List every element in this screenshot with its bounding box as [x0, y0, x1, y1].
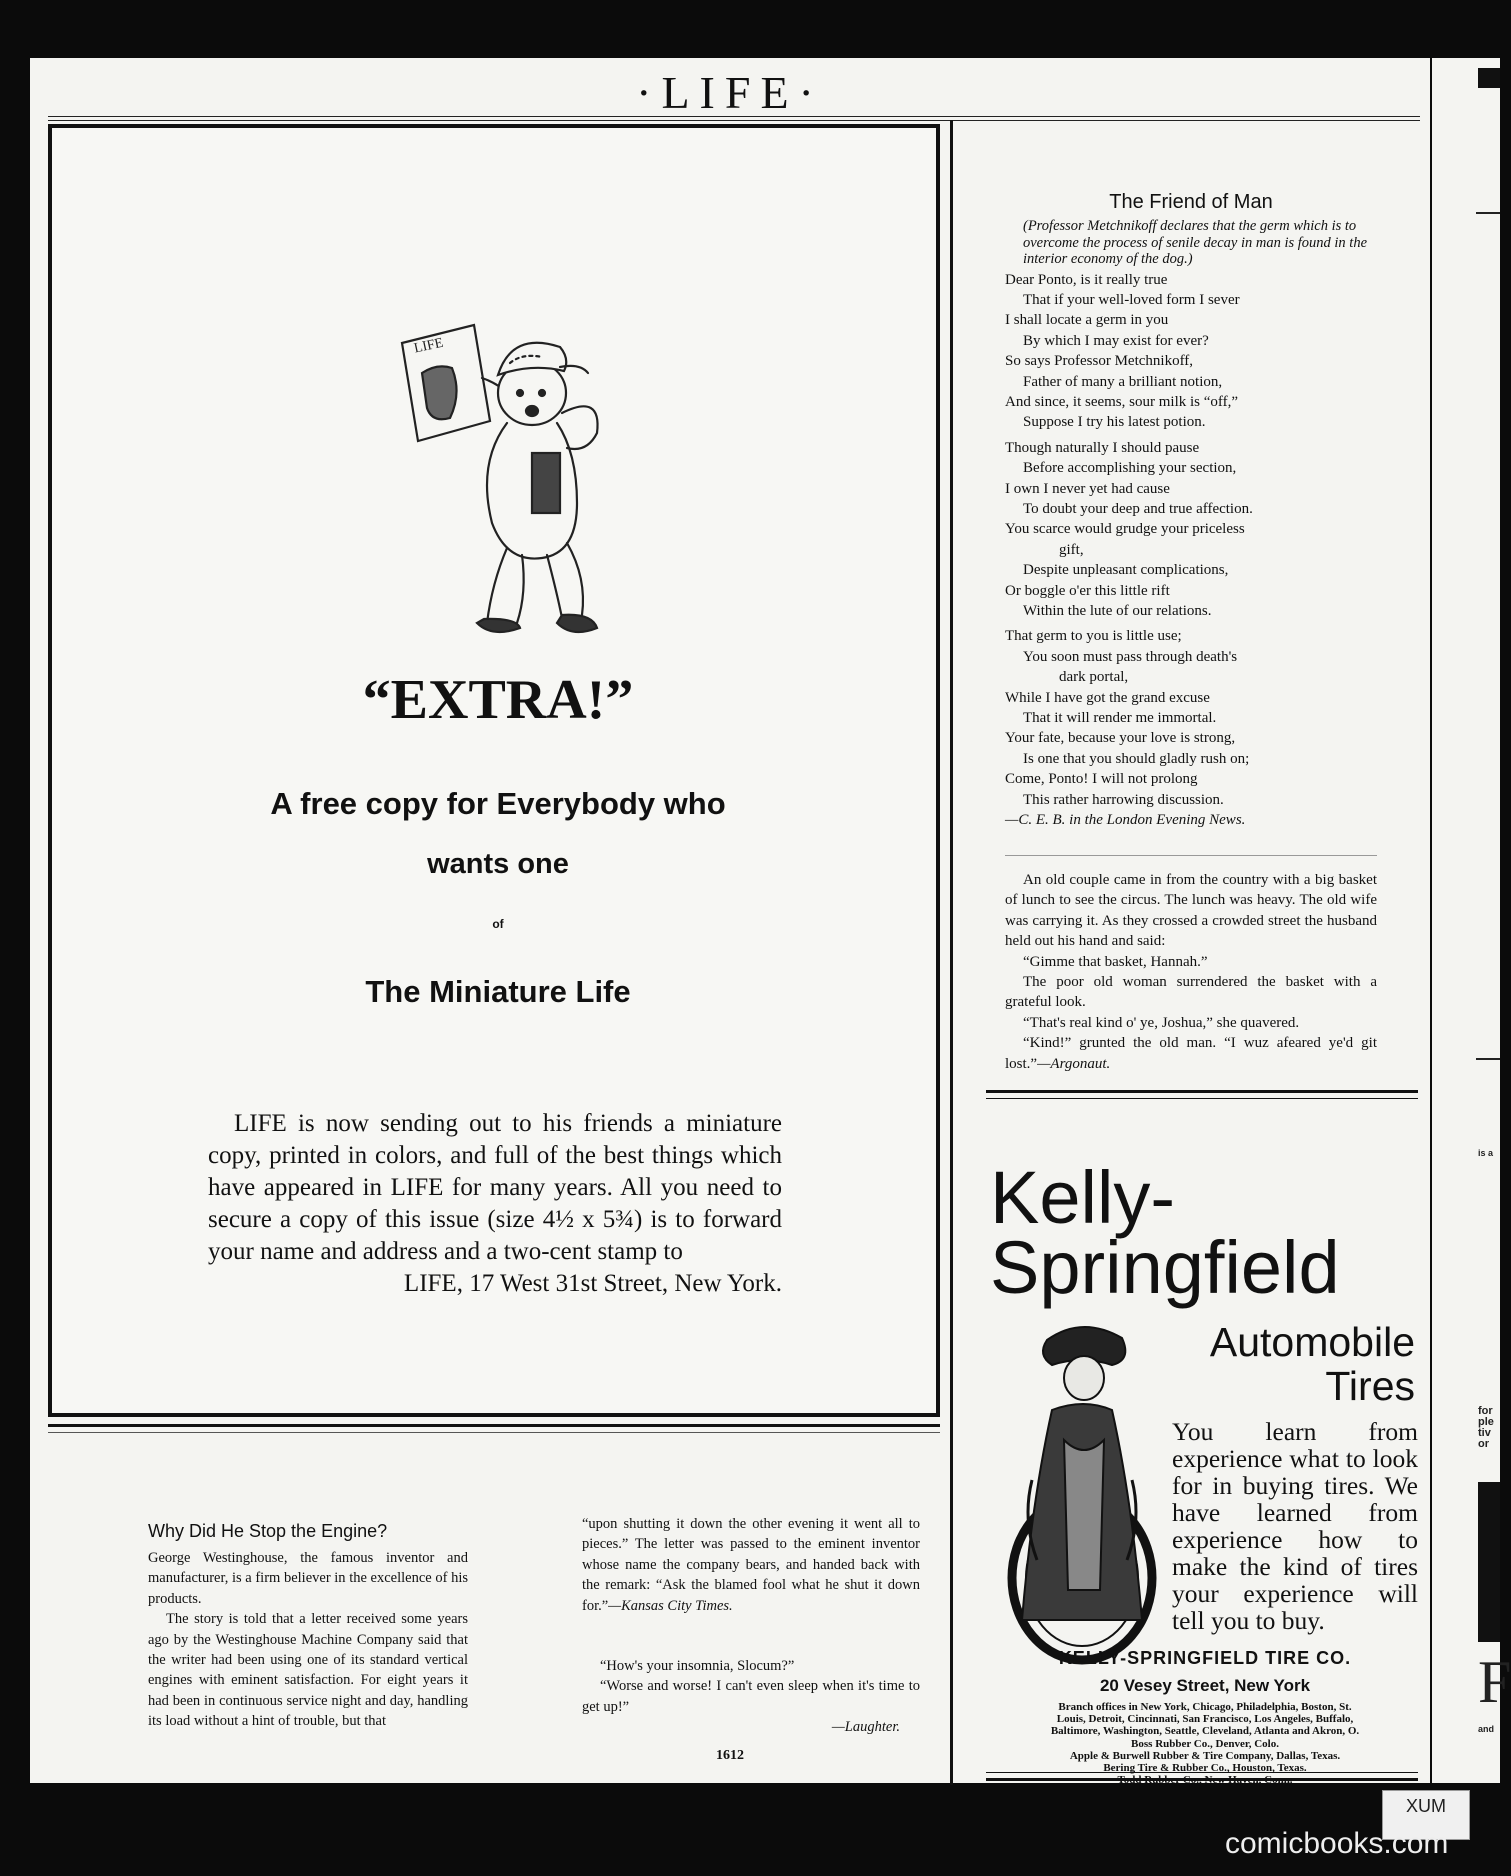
poem-line: And since, it seems, sour milk is “off,”	[1005, 393, 1239, 410]
fragment-block	[1478, 1482, 1500, 1642]
engine-story-title: Why Did He Stop the Engine?	[148, 1521, 388, 1541]
kelly-ad-rule-top	[986, 1090, 1418, 1093]
poem-line: Despite unpleasant complications,	[1023, 562, 1229, 579]
fragment-text: tiv	[1478, 1427, 1491, 1439]
poem-line: That it will render me immortal.	[1023, 710, 1217, 727]
poem-line: This rather harrowing discussion.	[1023, 791, 1224, 808]
circus-anecdote	[1005, 870, 1377, 1074]
kelly-auto-line-2: Tires	[1325, 1363, 1415, 1409]
watermark: comicbooks.com	[1225, 1827, 1449, 1860]
poem-line: While I have got the grand excuse	[1005, 689, 1210, 706]
magazine-page	[30, 58, 1430, 1787]
fragment-letter: F	[1478, 1649, 1511, 1715]
poem-line: I shall locate a germ in you	[1005, 312, 1169, 329]
story-paragraph: “That's real kind o' ye, Joshua,” she quavered.	[1023, 1014, 1300, 1031]
insomnia-line: “How's your insomnia, Slocum?”	[600, 1658, 795, 1675]
fragment-text: ple	[1478, 1416, 1494, 1428]
poem-note: (Professor Metchnikoff declares that the germ which is to overcome the process of senile decay in man is found in the interior economy of the dog.)	[1023, 218, 1368, 267]
branch-line: Bering Tire & Rubber Co., Houston, Texas.	[1103, 1762, 1307, 1775]
poem-line: Though naturally I should pause	[1005, 439, 1200, 456]
story-paragraph	[1005, 1033, 1377, 1074]
poem-line: Within the lute of our relations.	[1023, 603, 1212, 619]
poem-line: Your fate, because your love is strong,	[1005, 730, 1236, 747]
poem-line: Dear Ponto, is it really true	[1005, 271, 1168, 288]
kelly-logo-line-2: Springfield	[990, 1226, 1340, 1309]
branch-line: Boss Rubber Co., Denver, Colo.	[1131, 1737, 1279, 1750]
kelly-springfield-logo	[990, 1156, 1340, 1309]
poem-line: Before accomplishing your section,	[1023, 460, 1237, 477]
fragment-text: or	[1478, 1438, 1489, 1450]
engine-paragraph: George Westinghouse, the famous inventor and manufacturer, is a firm believer in the excellence of his products.	[148, 1550, 468, 1607]
poem-line: So says Professor Metchnikoff,	[1005, 353, 1194, 370]
poem-line: gift,	[1059, 541, 1084, 558]
kelly-ad-body: You learn from experience what to look for in buying tires. We have learned from experience how to make the kind of tires your experience will tell you to buy.	[1172, 1417, 1418, 1635]
page-number: 1612	[716, 1748, 744, 1763]
insomnia-credit: —Laughter.	[831, 1719, 900, 1736]
poem-line: To doubt your deep and true affection.	[1023, 500, 1253, 517]
ad-of: of	[492, 917, 504, 931]
ad-body	[208, 1108, 782, 1300]
archive-stamp: XUM	[1382, 1790, 1470, 1840]
ad-address: LIFE, 17 West 31st Street, New York.	[403, 1270, 782, 1297]
kelly-address: 20 Vesey Street, New York	[1099, 1676, 1311, 1695]
story-last-line: “Kind!” grunted the old man. “I wuz afeared ye'd git lost.”	[1005, 1035, 1377, 1072]
poem-line: Suppose I try his latest potion.	[1023, 414, 1206, 431]
poem-line: That if your well-loved form I sever	[1023, 291, 1240, 308]
engine-paragraph: The story is told that a letter received some years ago by the Westinghouse Machine Company said that the writer had been using one of its standard vertical engines with eminent satisfaction. For eight years it had been in continuous service night and day, handling its load without a hint of trouble, but that	[148, 1611, 468, 1730]
poem-line: By which I may exist for ever?	[1023, 332, 1209, 349]
kelly-branch-offices	[990, 1701, 1420, 1786]
story-paragraph: “Gimme that basket, Hannah.”	[1023, 953, 1208, 970]
fragment-text: for	[1478, 1405, 1493, 1417]
story-paragraph: The poor old woman surrendered the basket with a grateful look.	[1005, 974, 1377, 1011]
branch-line: Branch offices in New York, Chicago, Philadelphia, Boston, St.	[1058, 1701, 1352, 1713]
fragment-text: is a	[1478, 1148, 1494, 1158]
masthead-rule	[48, 116, 1420, 117]
fragment-text: and	[1478, 1724, 1495, 1734]
poem-line: Or boggle o'er this little rift	[1005, 582, 1170, 599]
friend-of-man-poem	[1005, 188, 1377, 830]
cherub-newsboy-illustration	[392, 323, 642, 663]
poem-story-rule	[1005, 855, 1377, 856]
adjacent-page-strip	[1432, 58, 1511, 1783]
engine-continuation: “upon shutting it down the other evening it went all to pieces.” The letter was passed to the eminent inventor whose name the company bears, and handed back with the remark: “Ask the blamed fool what he shut it down for.”	[582, 1516, 920, 1614]
bottom-section-rule	[48, 1424, 940, 1427]
svg-text:LIFE: LIFE	[412, 335, 445, 357]
poem-line: You soon must pass through death's	[1023, 648, 1238, 665]
poem-title: The Friend of Man	[1109, 191, 1273, 213]
poem-line: Come, Ponto! I will not prolong	[1005, 771, 1198, 788]
poem-credit: —C. E. B. in the London Evening News.	[1005, 812, 1246, 829]
ad-title: The Miniature Life	[365, 974, 631, 1009]
masthead-rule-2	[48, 120, 1420, 121]
woman-with-tire-illustration	[992, 1320, 1170, 1665]
engine-story-column-1	[148, 1548, 468, 1732]
fragment-rule	[1476, 1058, 1500, 1060]
kelly-ad-rule-top-thin	[986, 1098, 1418, 1099]
ad-subhead-1: A free copy for Everybody who	[270, 786, 726, 821]
fragment-rule	[1476, 212, 1500, 214]
poem-line: I own I never yet had cause	[1005, 480, 1170, 497]
story-paragraph: An old couple came in from the country with a big basket of lunch to see the circus. The lunch was heavy. The old wife was carrying it. As they crossed a crowded street the husband held out his hand and said:	[1005, 872, 1377, 950]
bottom-section-rule-thin	[48, 1432, 940, 1433]
branch-line: Apple & Burwell Rubber & Tire Company, Dallas, Texas.	[1069, 1749, 1341, 1762]
branch-line: Todd Rubber Co., New Haven, Conn.	[1117, 1774, 1293, 1787]
poem-line: That germ to you is little use;	[1005, 628, 1182, 645]
column-divider	[950, 120, 953, 1785]
poem-line: Is one that you should gladly rush on;	[1023, 750, 1250, 767]
engine-credit: —Kansas City Times.	[608, 1597, 733, 1614]
ad-body-text: LIFE is now sending out to his friends a miniature copy, printed in colors, and full of the best things which have appeared in LIFE for many years. All you need to secure a copy of this issue (size 4½ x 5¾) is to forward your name and address and a two-cent stamp to	[208, 1110, 782, 1265]
engine-paragraph	[582, 1514, 920, 1616]
fragment-block	[1478, 68, 1500, 88]
kelly-logo-line-1: Kelly-	[990, 1156, 1176, 1239]
masthead: ·LIFE·	[636, 67, 824, 118]
poem-line: You scarce would grudge your priceless	[1005, 521, 1245, 538]
extra-headline: “EXTRA!”	[362, 669, 634, 731]
story-credit: —Argonaut.	[1037, 1055, 1111, 1072]
branch-line: Baltimore, Washington, Seattle, Cleveland, Atlanta and Akron, O.	[1050, 1725, 1360, 1738]
kelly-auto-line-1: Automobile	[1209, 1319, 1415, 1365]
engine-story-column-2	[582, 1514, 920, 1738]
kelly-automobile-tires	[1130, 1320, 1415, 1408]
poem-line: dark portal,	[1059, 669, 1129, 686]
miniature-life-ad	[48, 124, 940, 1417]
branch-line: Louis, Detroit, Cincinnati, San Francisco, Los Angeles, Buffalo,	[1056, 1713, 1354, 1726]
poem-line: Father of many a brilliant notion,	[1023, 373, 1223, 390]
column-spacer	[582, 1616, 920, 1656]
ad-subhead-2: wants one	[427, 848, 569, 880]
kelly-company-name: KELLY-SPRINGFIELD TIRE CO.	[1058, 1648, 1352, 1668]
insomnia-line: “Worse and worse! I can't even sleep when it's time to get up!”	[582, 1678, 920, 1715]
